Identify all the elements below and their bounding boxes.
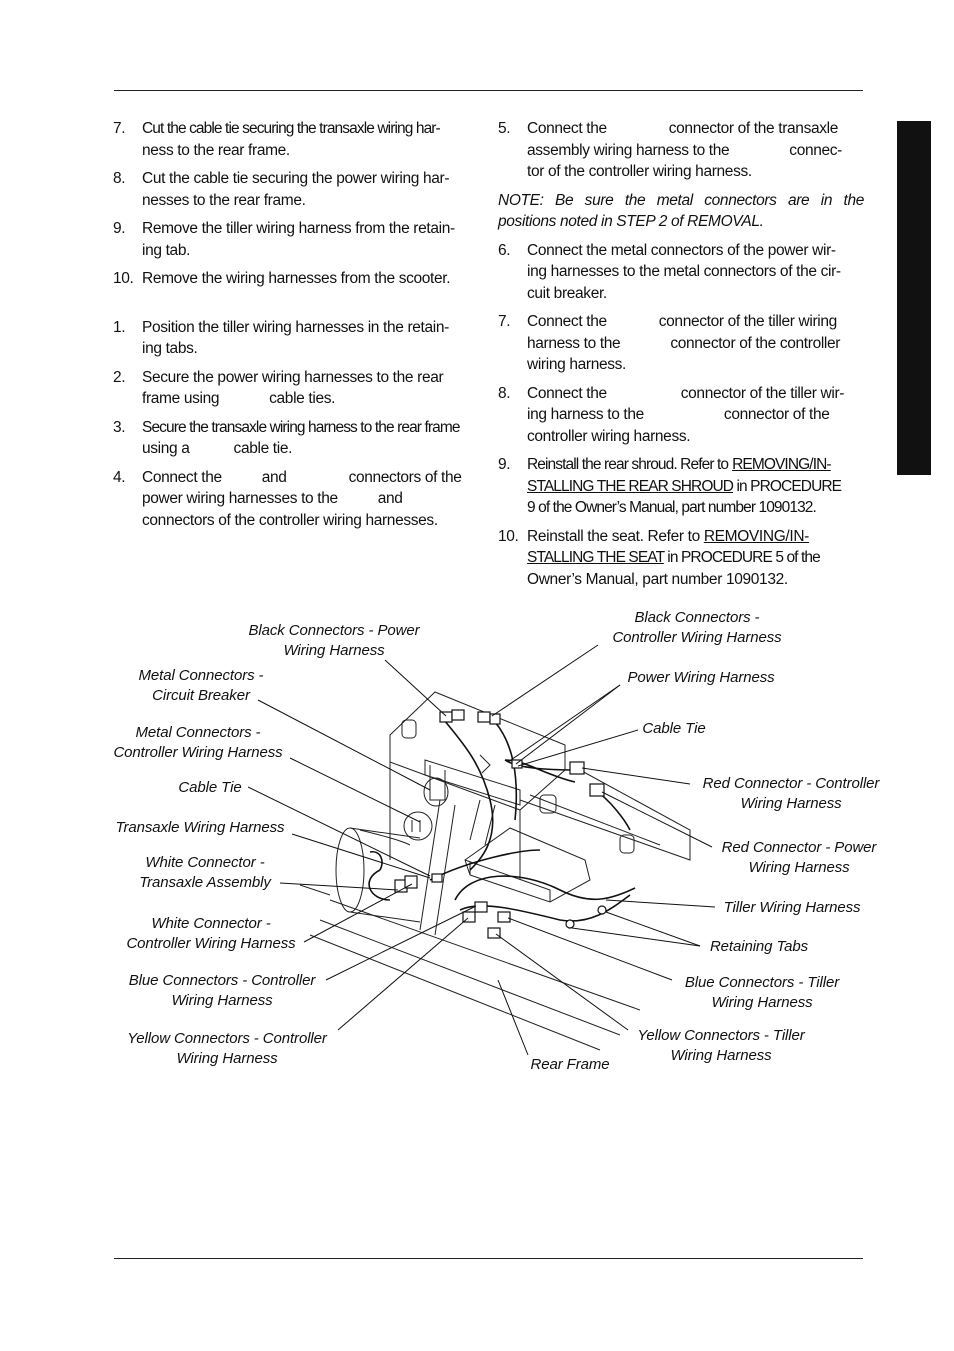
note: NOTE: Be sure the metal connectors are in the positions noted in STEP 2 of REMOVAL. [498, 191, 864, 230]
cable-tie-left-mark [432, 874, 442, 882]
install-step-4: 4. Connect the and connectors of the power wiring harnesses to the and connectors of the controller wiring harnesses. [113, 468, 462, 529]
label-rear-frame: Rear Frame [530, 1056, 610, 1073]
label-black-connectors-power: Black Connectors - Power Wiring Harness [248, 622, 420, 659]
label-black-connectors-controller: Black Connectors - Controller Wiring Harness [612, 609, 782, 646]
label-transaxle-wiring-harness: Transaxle Wiring Harness [115, 819, 285, 836]
black-connector-power-mark [440, 712, 452, 722]
connector-plugs [395, 710, 606, 938]
label-metal-connectors-controller: Metal Connectors - Controller Wiring Harness [113, 724, 283, 761]
label-white-connector-controller: White Connector - Controller Wiring Harness [126, 915, 296, 952]
black-connector-power-mark-b [452, 710, 464, 720]
install-step-1: 1. Position the tiller wiring harnesses in the retain- ing tabs. [113, 318, 449, 357]
install-step-2: 2. Secure the power wiring harnesses to the rear frame using cable ties. [113, 368, 444, 407]
harness-wires [369, 715, 635, 921]
blue-connector-ctrl-mark [475, 902, 487, 912]
install-step-10: 10. Reinstall the seat. Refer to REMOVING/IN- STALLING THE SEAT in PROCEDURE 5 of the Owner’s Manual, part number 1090132. [498, 527, 820, 588]
label-cable-tie-right: Cable Tie [642, 720, 706, 737]
red-connector-ctrl-mark [570, 762, 584, 774]
install-step-3: 3. Secure the transaxle wiring harness to the rear frame using a cable tie. [113, 418, 460, 457]
retaining-tab-mark-a [598, 906, 606, 914]
label-white-connector-transaxle: White Connector - Transaxle Assembly [139, 854, 271, 891]
rear-shroud-link-cont[interactable]: STALLING THE REAR SHROUD [527, 477, 734, 495]
install-step-5: 5. Connect the connector of the transaxle assembly wiring harness to the connec- tor of the controller wiring harness. [498, 120, 842, 180]
label-yellow-connectors-tiller: Yellow Connectors - Tiller Wiring Harness [637, 1027, 805, 1064]
label-yellow-connectors-controller: Yellow Connectors - Controller Wiring Harness [127, 1030, 327, 1067]
seat-link[interactable]: REMOVING/IN- [703, 527, 809, 545]
label-red-connector-controller: Red Connector - Controller Wiring Harness [702, 775, 880, 812]
install-step-6: 6. Connect the metal connectors of the power wir- ing harnesses to the metal connectors of the cir- cuit breaker. [498, 241, 841, 302]
removal-step-9: 9. Remove the tiller wiring harness from the retain- ing tab. [113, 220, 455, 259]
label-blue-connectors-tiller: Blue Connectors - Tiller Wiring Harness [684, 974, 840, 1011]
label-blue-connectors-controller: Blue Connectors - Controller Wiring Harness [128, 972, 316, 1009]
rear-shroud-link[interactable]: REMOVING/IN- [732, 456, 831, 473]
install-step-8: 8. Connect the connector of the tiller wir- ing harness to the connector of the controller wiring harness. [498, 384, 845, 445]
white-connector-ctrl-mark [405, 876, 417, 888]
label-red-connector-power: Red Connector - Power Wiring Harness [721, 839, 877, 876]
label-power-wiring-harness: Power Wiring Harness [627, 669, 775, 686]
removal-step-8: 8. Cut the cable tie securing the power wiring har- nesses to the rear frame. [113, 170, 450, 209]
yellow-connector-tiller-mark [488, 928, 500, 938]
scooter-frame-art [300, 692, 690, 1050]
black-connector-ctrl-mark [478, 712, 490, 722]
label-retaining-tabs: Retaining Tabs [709, 938, 809, 955]
red-connector-power-mark [590, 784, 604, 796]
label-metal-connectors-circuit-breaker: Metal Connectors - Circuit Breaker [138, 667, 264, 704]
blue-connector-tiller-mark [498, 912, 510, 922]
black-connector-ctrl-mark-b [490, 714, 500, 724]
install-step-7: 7. Connect the connector of the tiller wiring harness to the connector of the controller wiring harness. [498, 313, 841, 373]
install-step-9: 9. Reinstall the rear shroud. Refer to REMOVING/IN- STALLING THE REAR SHROUD in PROCEDURE 9 of the Owner’s Manual, part number 1090132. [498, 456, 842, 516]
removal-step-7: 7. Cut the cable tie securing the transaxle wiring har- ness to the rear frame. [113, 120, 440, 159]
removal-step-10: 10. Remove the wiring harnesses from the scooter. [113, 270, 451, 287]
retaining-tab-mark-b [566, 920, 574, 928]
label-tiller-wiring-harness: Tiller Wiring Harness [723, 899, 861, 916]
seat-link-cont[interactable]: STALLING THE SEAT [527, 549, 664, 566]
label-cable-tie-left: Cable Tie [178, 779, 242, 796]
